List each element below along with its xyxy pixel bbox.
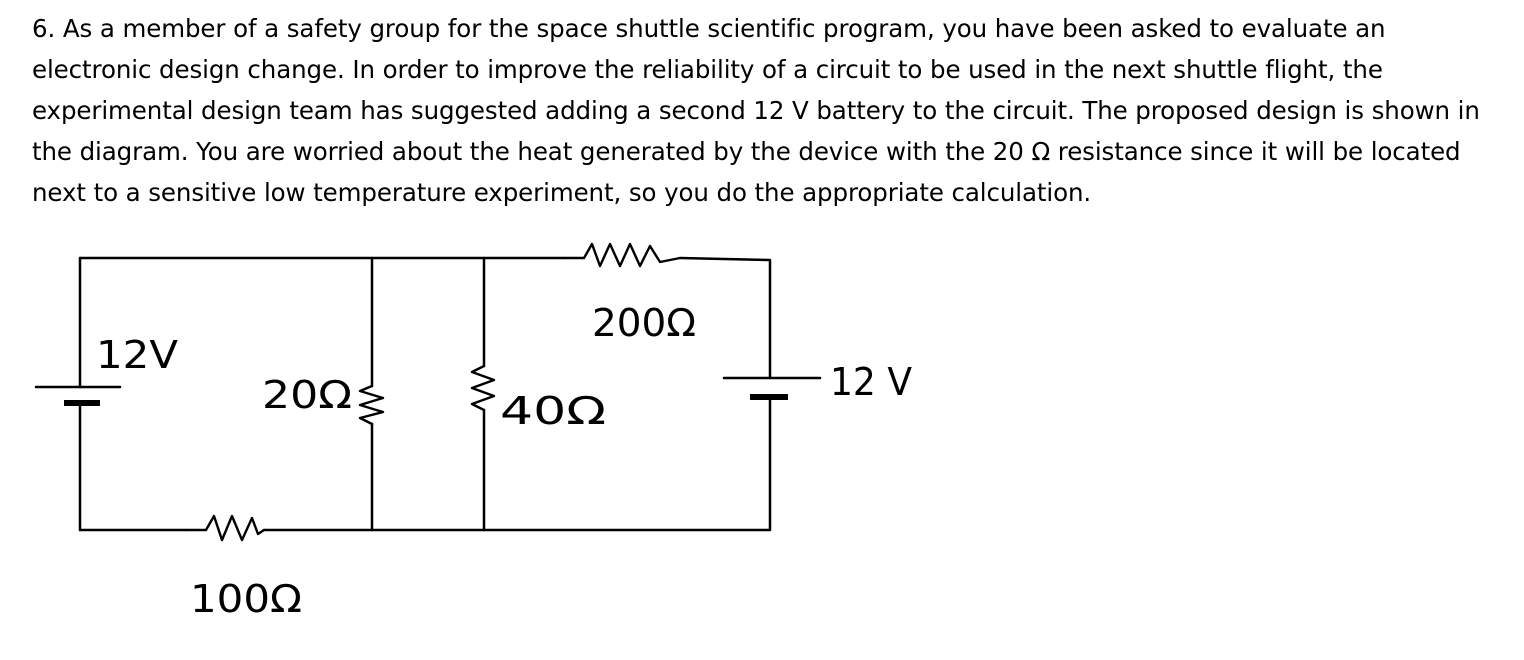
battery-left <box>36 387 120 406</box>
resistor-200-label: 200Ω <box>592 301 696 345</box>
resistor-40-label: 40Ω <box>500 389 606 433</box>
circuit-wires <box>80 258 770 530</box>
battery-left-short-plate <box>64 400 100 406</box>
battery-right-label: 12 V <box>830 360 912 404</box>
battery-right <box>724 378 820 400</box>
battery-right-short-plate <box>750 394 788 400</box>
problem-statement: 6. As a member of a safety group for the space shuttle scientific program, you have been asked to evaluate an electronic design change. In order to improve the reliability of a circuit to be used in the next shuttle flight, the experimental design team has suggested adding a second 12 V battery to the circuit. The proposed design is shown in the diagram. You are worried about the heat generated by the device with the 20 Ω resistance since it will be located next to a sensitive low temperature experiment, so you do the appropriate calculation. <box>32 14 1480 207</box>
resistor-100-zigzag <box>186 516 264 540</box>
battery-left-label: 12V <box>96 333 178 377</box>
resistor-20-label: 20Ω <box>262 373 352 417</box>
resistor-20-zigzag <box>360 386 383 424</box>
resistor-200-zigzag <box>564 244 680 266</box>
resistor-100-label: 100Ω <box>190 577 302 621</box>
resistor-40-zigzag <box>472 366 494 410</box>
